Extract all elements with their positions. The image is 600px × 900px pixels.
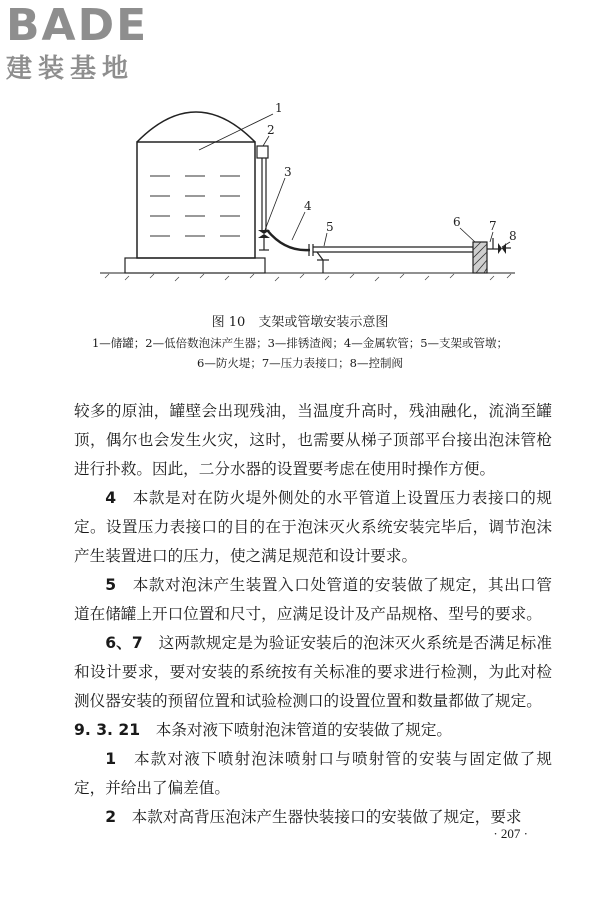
paragraph-text: 这两款规定是为验证安装后的泡沫灭火系统是否满足标准和设计要求，要对安装的系统按有关标准的要求进行检测，为此对检测仪器安装的预留位置和试验检测口的设置位置和数量都做了规定。 [74, 634, 552, 710]
item-number: 6、7 [105, 634, 143, 652]
paragraph-item-1 [74, 745, 552, 803]
label-2: 2 [267, 123, 275, 137]
paragraph-text: 本条对液下喷射泡沫管道的安装做了规定。 [155, 721, 453, 739]
figure-caption: 图 10 支架或管墩安装示意图 [211, 315, 389, 330]
figure-legend-line-1: 1—储罐；2—低倍数泡沫产生器；3—排锈渣阀；4—金属软管；5—支架或管墩； [91, 336, 509, 350]
label-4: 4 [304, 199, 312, 213]
foam-generator [257, 146, 268, 158]
paragraph-text: 本款对液下喷射泡沫喷射口与喷射管的安装与固定做了规定，并给出了偏差值。 [74, 750, 552, 797]
logo-subtitle: 建装基地 [6, 54, 135, 84]
tank-roof [137, 112, 255, 142]
label-6: 6 [453, 215, 461, 229]
diagram-svg [95, 90, 525, 295]
metal-flexible-hose [267, 230, 310, 250]
pipe-support [317, 252, 323, 273]
paragraph-item-6-7 [74, 629, 552, 716]
paragraph-clause-9-3-21 [74, 716, 552, 745]
paragraph-text: 本款是对在防火堤外侧处的水平管道上设置压力表接口的规定。设置压力表接口的目的在于泡沫灭火系统安装完毕后，调节泡沫产生装置进口的压力，使之满足规范和设计要求。 [74, 489, 552, 565]
paragraph-text: 本款对泡沫产生装置入口处管道的安装做了规定，其出口管道在储罐上开口位置和尺寸，应满足设计及产品规格、型号的要求。 [74, 576, 552, 623]
paragraph-continuation [74, 397, 552, 484]
label-7: 7 [489, 219, 497, 233]
paragraph-text: 本款对高背压泡沫产生器快装接口的安装做了规定，要求 [131, 808, 522, 826]
label-8: 8 [509, 229, 517, 243]
label-3: 3 [284, 165, 292, 179]
installation-diagram [95, 90, 525, 295]
paragraph-item-2 [74, 803, 552, 832]
label-5: 5 [326, 220, 334, 234]
paragraph-item-5 [74, 571, 552, 629]
brand-logo [6, 0, 176, 84]
storage-tank [137, 142, 255, 258]
logo-brand-text: BADE [6, 0, 149, 51]
item-number: 2 [105, 808, 117, 826]
paragraph-text: 较多的原油，罐壁会出现残油，当温度升高时，残油融化，流淌至罐顶，偶尔也会发生火灾，这时，也需要从梯子顶部平台接出泡沫管枪进行扑救。因此，二分水器的设置要考虑在使用时操作方便。 [74, 402, 552, 478]
figure-legend-line-2: 6—防火堤；7—压力表接口；8—控制阀 [197, 356, 403, 370]
page-number: · 207 · [493, 826, 528, 841]
item-number: 4 [105, 489, 117, 507]
label-1: 1 [275, 101, 283, 115]
paragraph-item-4 [74, 484, 552, 571]
body-text [74, 397, 552, 832]
item-number: 5 [105, 576, 117, 594]
tank-foundation [125, 258, 265, 273]
item-number: 1 [105, 750, 117, 768]
clause-number: 9. 3. 21 [74, 721, 141, 739]
